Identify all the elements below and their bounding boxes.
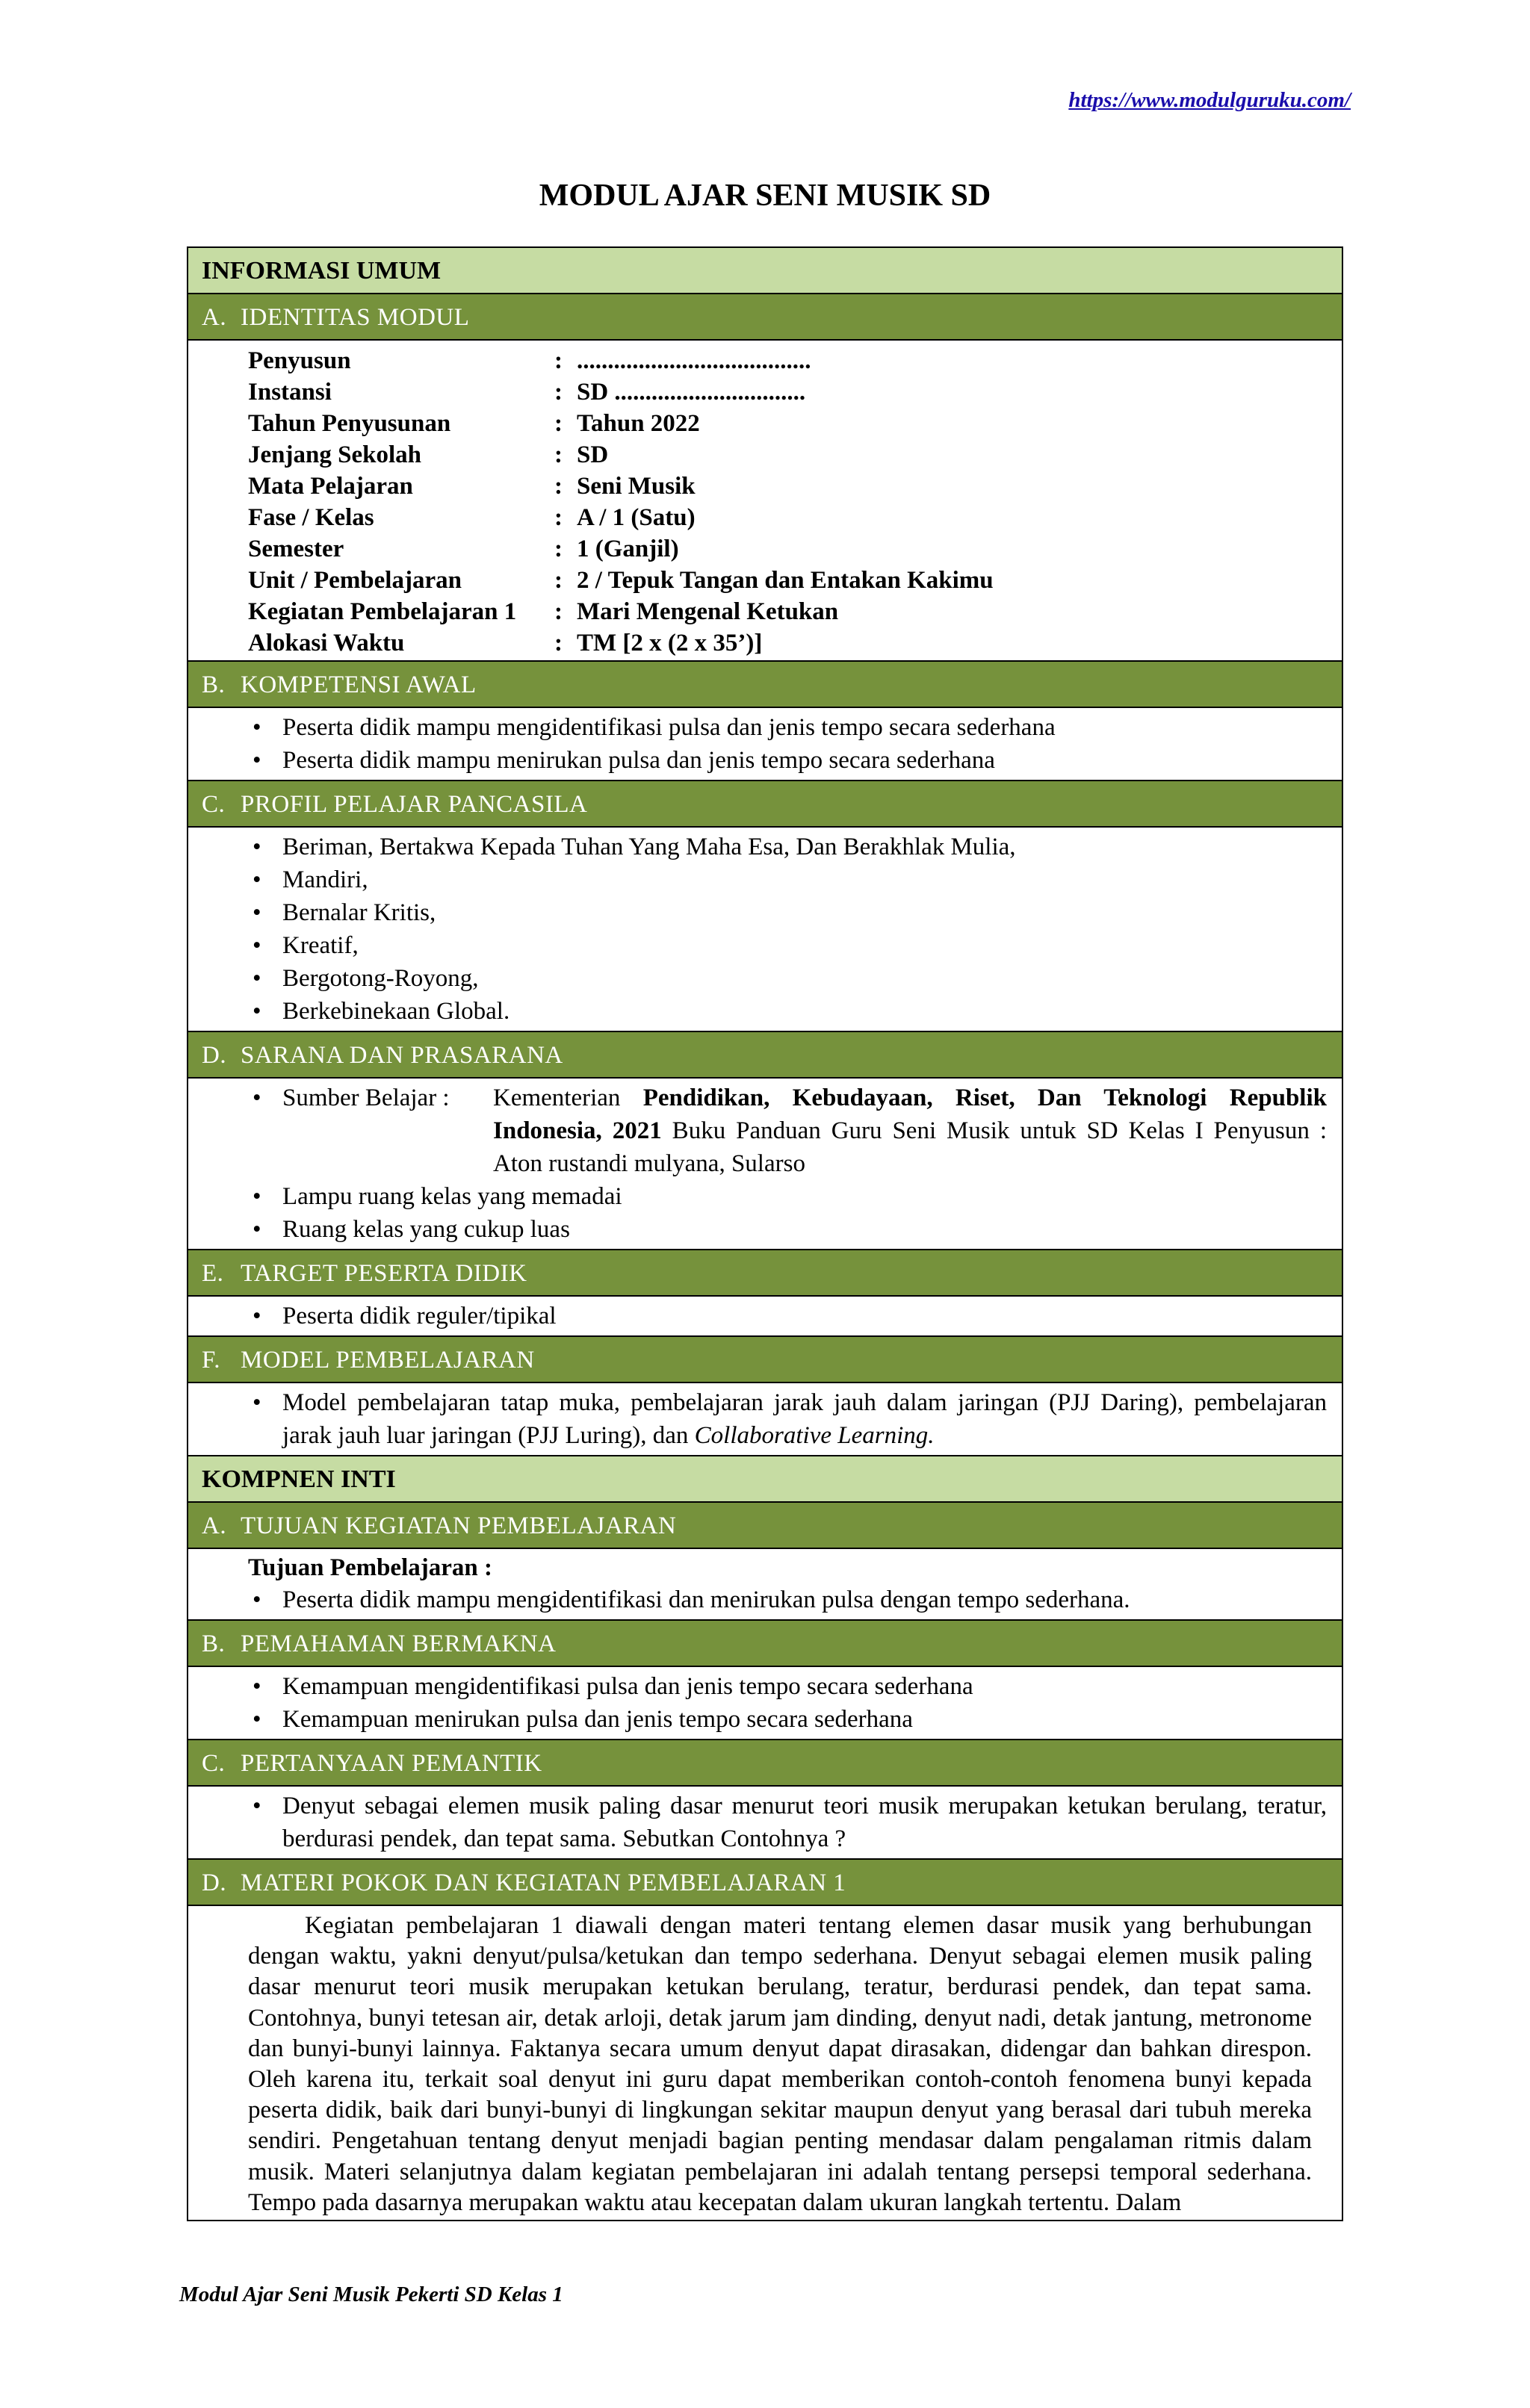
section-title: PROFIL PELAJAR PANCASILA [241,791,588,818]
list-item: • Berkebinekaan Global. [248,995,1327,1028]
profil-pelajar-header [188,781,1342,828]
pertanyaan-pemantik-body [188,1787,1342,1860]
tujuan-subtitle: Tujuan Pembelajaran : [248,1554,492,1581]
identity-value: 2 / Tepuk Tangan dan Entakan Kakimu [577,567,994,594]
section-title: SARANA DAN PRASARANA [241,1042,563,1069]
identity-colon: : [554,504,563,531]
list-item: • Peserta didik mampu mengidentifikasi pulsa dan jenis tempo secara sederhana [248,711,1327,744]
section-title: PERTANYAAN PEMANTIK [241,1750,542,1777]
materi-pokok-header [188,1860,1342,1906]
identitas-modul-header [188,294,1342,341]
list-item [248,1386,1327,1452]
module-table [187,246,1343,2221]
section-title: TUJUAN KEGIATAN PEMBELAJARAN [241,1512,677,1539]
list-item: • Peserta didik reguler/tipikal [248,1300,1327,1332]
list-item: • Bernalar Kritis, [248,896,1327,929]
identity-value: Mari Mengenal Ketukan [577,598,839,625]
target-peserta-body [188,1297,1342,1337]
identity-list [188,341,1342,660]
section-number: C. [202,1750,226,1777]
materi-pokok-body [188,1906,1342,2220]
identity-key: Semester [248,536,344,562]
list-item: • Denyut sebagai elemen musik paling dasar menurut teori musik merupakan ketukan berulang, teratur, berdurasi pendek, dan tepat sama. Sebutkan Contohnya ? [248,1790,1327,1855]
list-item: • Bergotong-Royong, [248,962,1327,995]
identity-key: Mata Pelajaran [248,473,413,500]
list-item: • Ruang kelas yang cukup luas [248,1213,1327,1246]
source-lead: Kementerian [493,1084,643,1111]
section-number: E. [202,1260,224,1287]
sarana-prasarana-header [188,1032,1342,1079]
website-link[interactable]: https://www.modulguruku.com/ [1068,88,1351,112]
identity-key: Fase / Kelas [248,504,374,531]
list-item: • Kemampuan menirukan pulsa dan jenis tempo secara sederhana [248,1703,1327,1736]
identity-value: SD [577,441,609,468]
identity-value: Tahun 2022 [577,410,700,437]
identity-key: Tahun Penyusunan [248,410,451,437]
list-item: • Peserta didik mampu menirukan pulsa dan jenis tempo secara sederhana [248,744,1327,777]
identity-row [248,376,1342,408]
identity-key: Alokasi Waktu [248,630,405,657]
identity-colon: : [554,598,563,625]
section-title: KOMPETENSI AWAL [241,671,477,698]
identity-row [248,439,1342,471]
model-pembelajaran-body [188,1383,1342,1456]
identity-row [248,596,1342,627]
section-title: MODEL PEMBELAJARAN [241,1347,535,1374]
tujuan-kegiatan-header [188,1503,1342,1549]
section-number: C. [202,791,226,818]
identity-row [248,533,1342,565]
identity-value: SD ............................... [577,379,806,406]
tujuan-kegiatan-body [188,1549,1342,1621]
section-number: F. [202,1347,220,1374]
source-label: • Sumber Belajar : [282,1084,450,1111]
identity-colon: : [554,379,563,406]
identity-colon: : [554,347,563,374]
identity-row [248,627,1342,659]
list-item: • Peserta didik mampu mengidentifikasi dan menirukan pulsa dengan tempo sederhana. [248,1583,1327,1616]
pertanyaan-pemantik-header [188,1740,1342,1787]
identity-value: ...................................... [577,347,811,374]
model-text: Model pembelajaran tatap muka, pembelajaran jarak jauh dalam jaringan (PJJ Daring), pembelajaran jarak jauh luar jaringan (PJJ Luring), dan [282,1389,1327,1449]
identity-value: TM [2 x (2 x 35’)] [577,630,763,657]
list-item: • Lampu ruang kelas yang memadai [248,1180,1327,1213]
materi-paragraph: Kegiatan pembelajaran 1 diawali dengan materi tentang elemen dasar musik yang berhubungan dengan waktu, yakni denyut/pulsa/ketukan dan tempo sederhana. Denyut sebagai elemen musik paling dasar menurut teori musik merupakan ketukan berulang, teratur, berdurasi pendek, dan tepat sama. Contohnya, bunyi tetesan air, detak arloji, detak jarum jam dinding, denyut nadi, detak jantung, metronome dan bunyi-bunyi lainnya. Faktanya secara umum denyut dapat dirasakan, didengar dan bahkan direspon. Oleh karena itu, terkait soal denyut ini guru dapat memberikan contoh-contoh fenomena bunyi kepada peserta didik, baik dari bunyi-bunyi di lingkungan sekitar maupun denyut yang berasal dari tubuh mereka sendiri. Pengetahuan tentang denyut menjadi bagian penting mendasar dalam pengalaman ritmis dalam musik. Materi selanjutnya dalam kegiatan pembelajaran ini adalah tentang persepsi temporal sederhana. Tempo pada dasarnya merupakan waktu atau kecepatan dalam ukuran langkah tertentu. Dalam [248,1912,1312,2216]
list-item: • Beriman, Bertakwa Kepada Tuhan Yang Maha Esa, Dan Berakhlak Mulia, [248,831,1327,863]
identity-colon: : [554,473,563,500]
section-number: A. [202,304,227,331]
section-number: A. [202,1512,227,1539]
identity-colon: : [554,536,563,562]
model-pembelajaran-header [188,1337,1342,1383]
komponen-inti-header: KOMPNEN INTI [188,1456,1342,1503]
identity-row [248,565,1342,596]
identity-colon: : [554,441,563,468]
identity-colon: : [554,630,563,657]
model-text-italic: Collaborative Learning. [694,1422,935,1449]
identitas-modul-body [188,341,1342,662]
profil-pelajar-body [188,828,1342,1032]
identity-row [248,502,1342,533]
section-number: B. [202,1630,226,1657]
identity-key: Kegiatan Pembelajaran 1 [248,598,517,625]
document-title: MODUL AJAR SENI MUSIK SD [539,179,991,213]
identity-key: Jenjang Sekolah [248,441,421,468]
list-item: • Mandiri, [248,863,1327,896]
identity-colon: : [554,567,563,594]
list-item: • Kreatif, [248,929,1327,962]
identity-row [248,408,1342,439]
section-title: IDENTITAS MODUL [241,304,470,331]
list-item: • Kemampuan mengidentifikasi pulsa dan jenis tempo secara sederhana [248,1670,1327,1703]
target-peserta-header [188,1250,1342,1297]
section-title: TARGET PESERTA DIDIK [241,1260,527,1287]
identity-key: Unit / Pembelajaran [248,567,462,594]
source-text [493,1082,1327,1180]
identity-value: A / 1 (Satu) [577,504,696,531]
identity-key: Instansi [248,379,332,406]
section-number: B. [202,671,226,698]
section-number: D. [202,1042,227,1069]
identity-row [248,345,1342,376]
identity-key: Penyusun [248,347,351,374]
list-item-source [248,1082,1327,1180]
informasi-umum-header: INFORMASI UMUM [188,248,1342,294]
kompetensi-awal-body [188,708,1342,781]
section-title: MATERI POKOK DAN KEGIATAN PEMBELAJARAN 1 [241,1869,846,1896]
identity-value: Seni Musik [577,473,696,500]
source-rest: Buku Panduan Guru Seni Musik untuk SD Kelas I Penyusun : Aton rustandi mulyana, Sularso [493,1117,1327,1177]
identity-colon: : [554,410,563,437]
identity-value: 1 (Ganjil) [577,536,679,562]
identity-row [248,471,1342,502]
pemahaman-bermakna-header [188,1621,1342,1667]
page-footer: Modul Ajar Seni Musik Pekerti SD Kelas 1 [179,2283,563,2306]
section-number: D. [202,1869,227,1896]
kompetensi-awal-header [188,662,1342,708]
pemahaman-bermakna-body [188,1667,1342,1740]
section-title: PEMAHAMAN BERMAKNA [241,1630,557,1657]
source-bold: Pendidikan, Kebudayaan, Riset, Dan Teknologi Republik Indonesia, 2021 [493,1084,1327,1144]
sarana-prasarana-body [188,1079,1342,1250]
